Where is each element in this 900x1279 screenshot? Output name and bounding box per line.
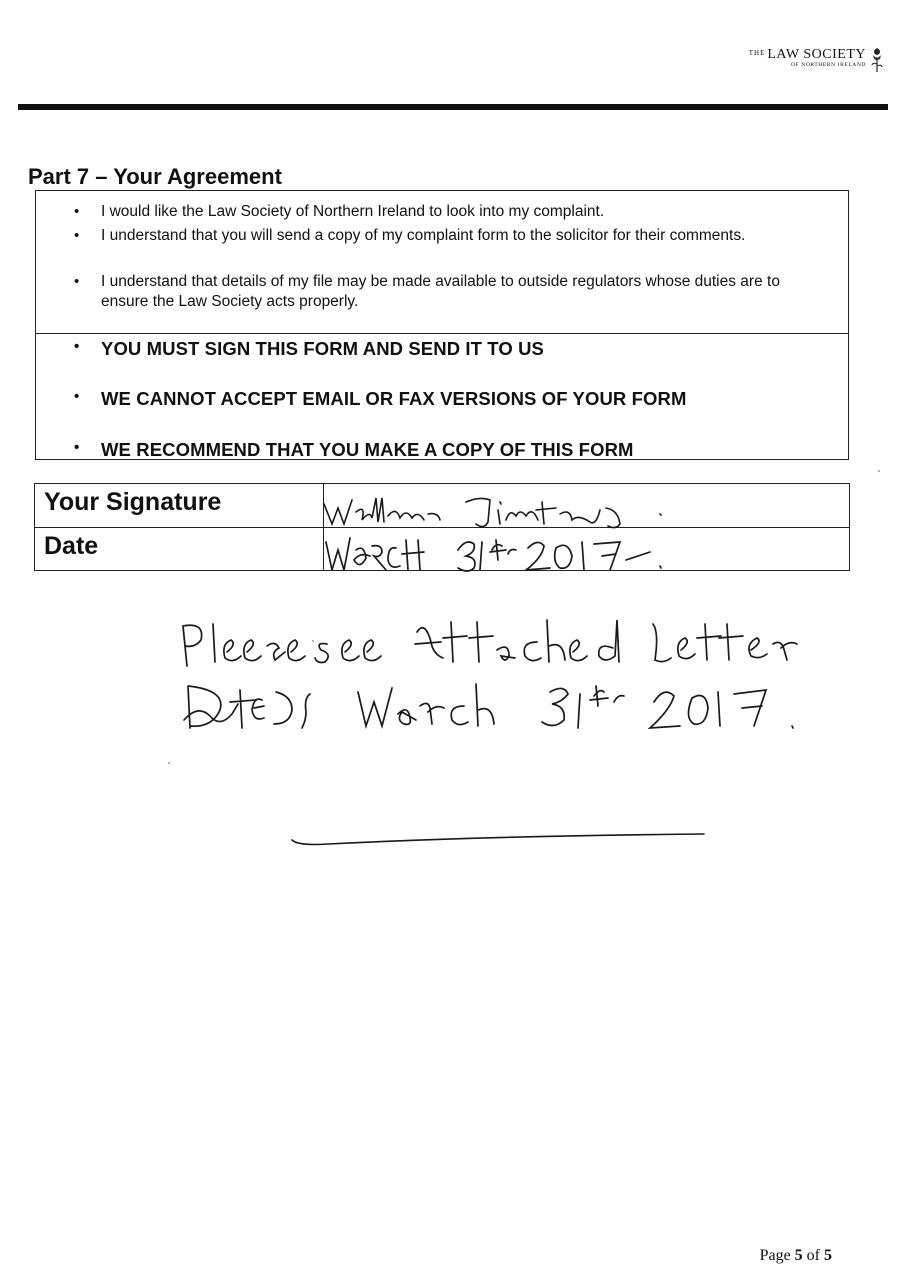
handwritten-signature xyxy=(320,490,680,532)
logo-name: LAW SOCIETY xyxy=(767,47,866,62)
agreement-box xyxy=(35,190,849,460)
agreement-item xyxy=(74,226,821,246)
notice-copy xyxy=(74,439,634,461)
header-rule xyxy=(18,104,888,110)
notice-text: WE RECOMMEND THAT YOU MAKE A COPY OF THIS FORM xyxy=(101,439,634,460)
handwritten-underline xyxy=(288,824,708,850)
thistle-crest-icon xyxy=(870,46,884,74)
bullet-icon: • xyxy=(74,273,80,290)
agreement-item xyxy=(74,272,821,312)
agreement-divider xyxy=(36,333,848,334)
bullet-icon: • xyxy=(74,388,80,405)
page-number xyxy=(760,1247,832,1265)
scan-speck xyxy=(878,470,880,472)
notice-text: WE CANNOT ACCEPT EMAIL OR FAX VERSIONS OF YOUR FORM xyxy=(101,388,687,409)
agreement-item-text: I understand that you will send a copy of my complaint form to the solicitor for their comments. xyxy=(101,227,746,244)
bullet-icon: • xyxy=(74,338,80,355)
page-current: 5 xyxy=(794,1247,803,1264)
logo-subtitle: OF NORTHERN IRELAND xyxy=(791,62,866,68)
page-prefix: Page xyxy=(759,1247,791,1264)
agreement-list xyxy=(36,191,848,459)
agreement-item-text: I would like the Law Society of Northern Ireland to look into my complaint. xyxy=(101,203,605,220)
signature-label: Your Signature xyxy=(44,488,222,516)
section-title: Part 7 – Your Agreement xyxy=(28,164,282,189)
date-label: Date xyxy=(44,532,99,560)
bullet-icon: • xyxy=(74,227,80,244)
law-society-logo xyxy=(749,46,884,74)
bullet-icon: • xyxy=(74,439,80,456)
notice-text: YOU MUST SIGN THIS FORM AND SEND IT TO US xyxy=(101,338,544,359)
notice-no-email xyxy=(74,388,687,410)
bullet-icon: • xyxy=(74,203,80,220)
agreement-item xyxy=(74,202,821,222)
agreement-item-text: I understand that details of my file may be made available to outside regulators whose duties are to ensure the Law Society acts properly. xyxy=(101,273,780,310)
page-total: 5 xyxy=(824,1247,832,1264)
scan-speck xyxy=(312,640,314,642)
notice-sign xyxy=(74,338,544,360)
handwritten-note-line-2 xyxy=(180,676,810,740)
logo-the: THE xyxy=(748,49,766,57)
page-of: of xyxy=(806,1247,820,1264)
handwritten-note-line-1 xyxy=(175,612,805,674)
handwritten-date xyxy=(320,530,680,576)
scan-speck xyxy=(168,762,170,764)
